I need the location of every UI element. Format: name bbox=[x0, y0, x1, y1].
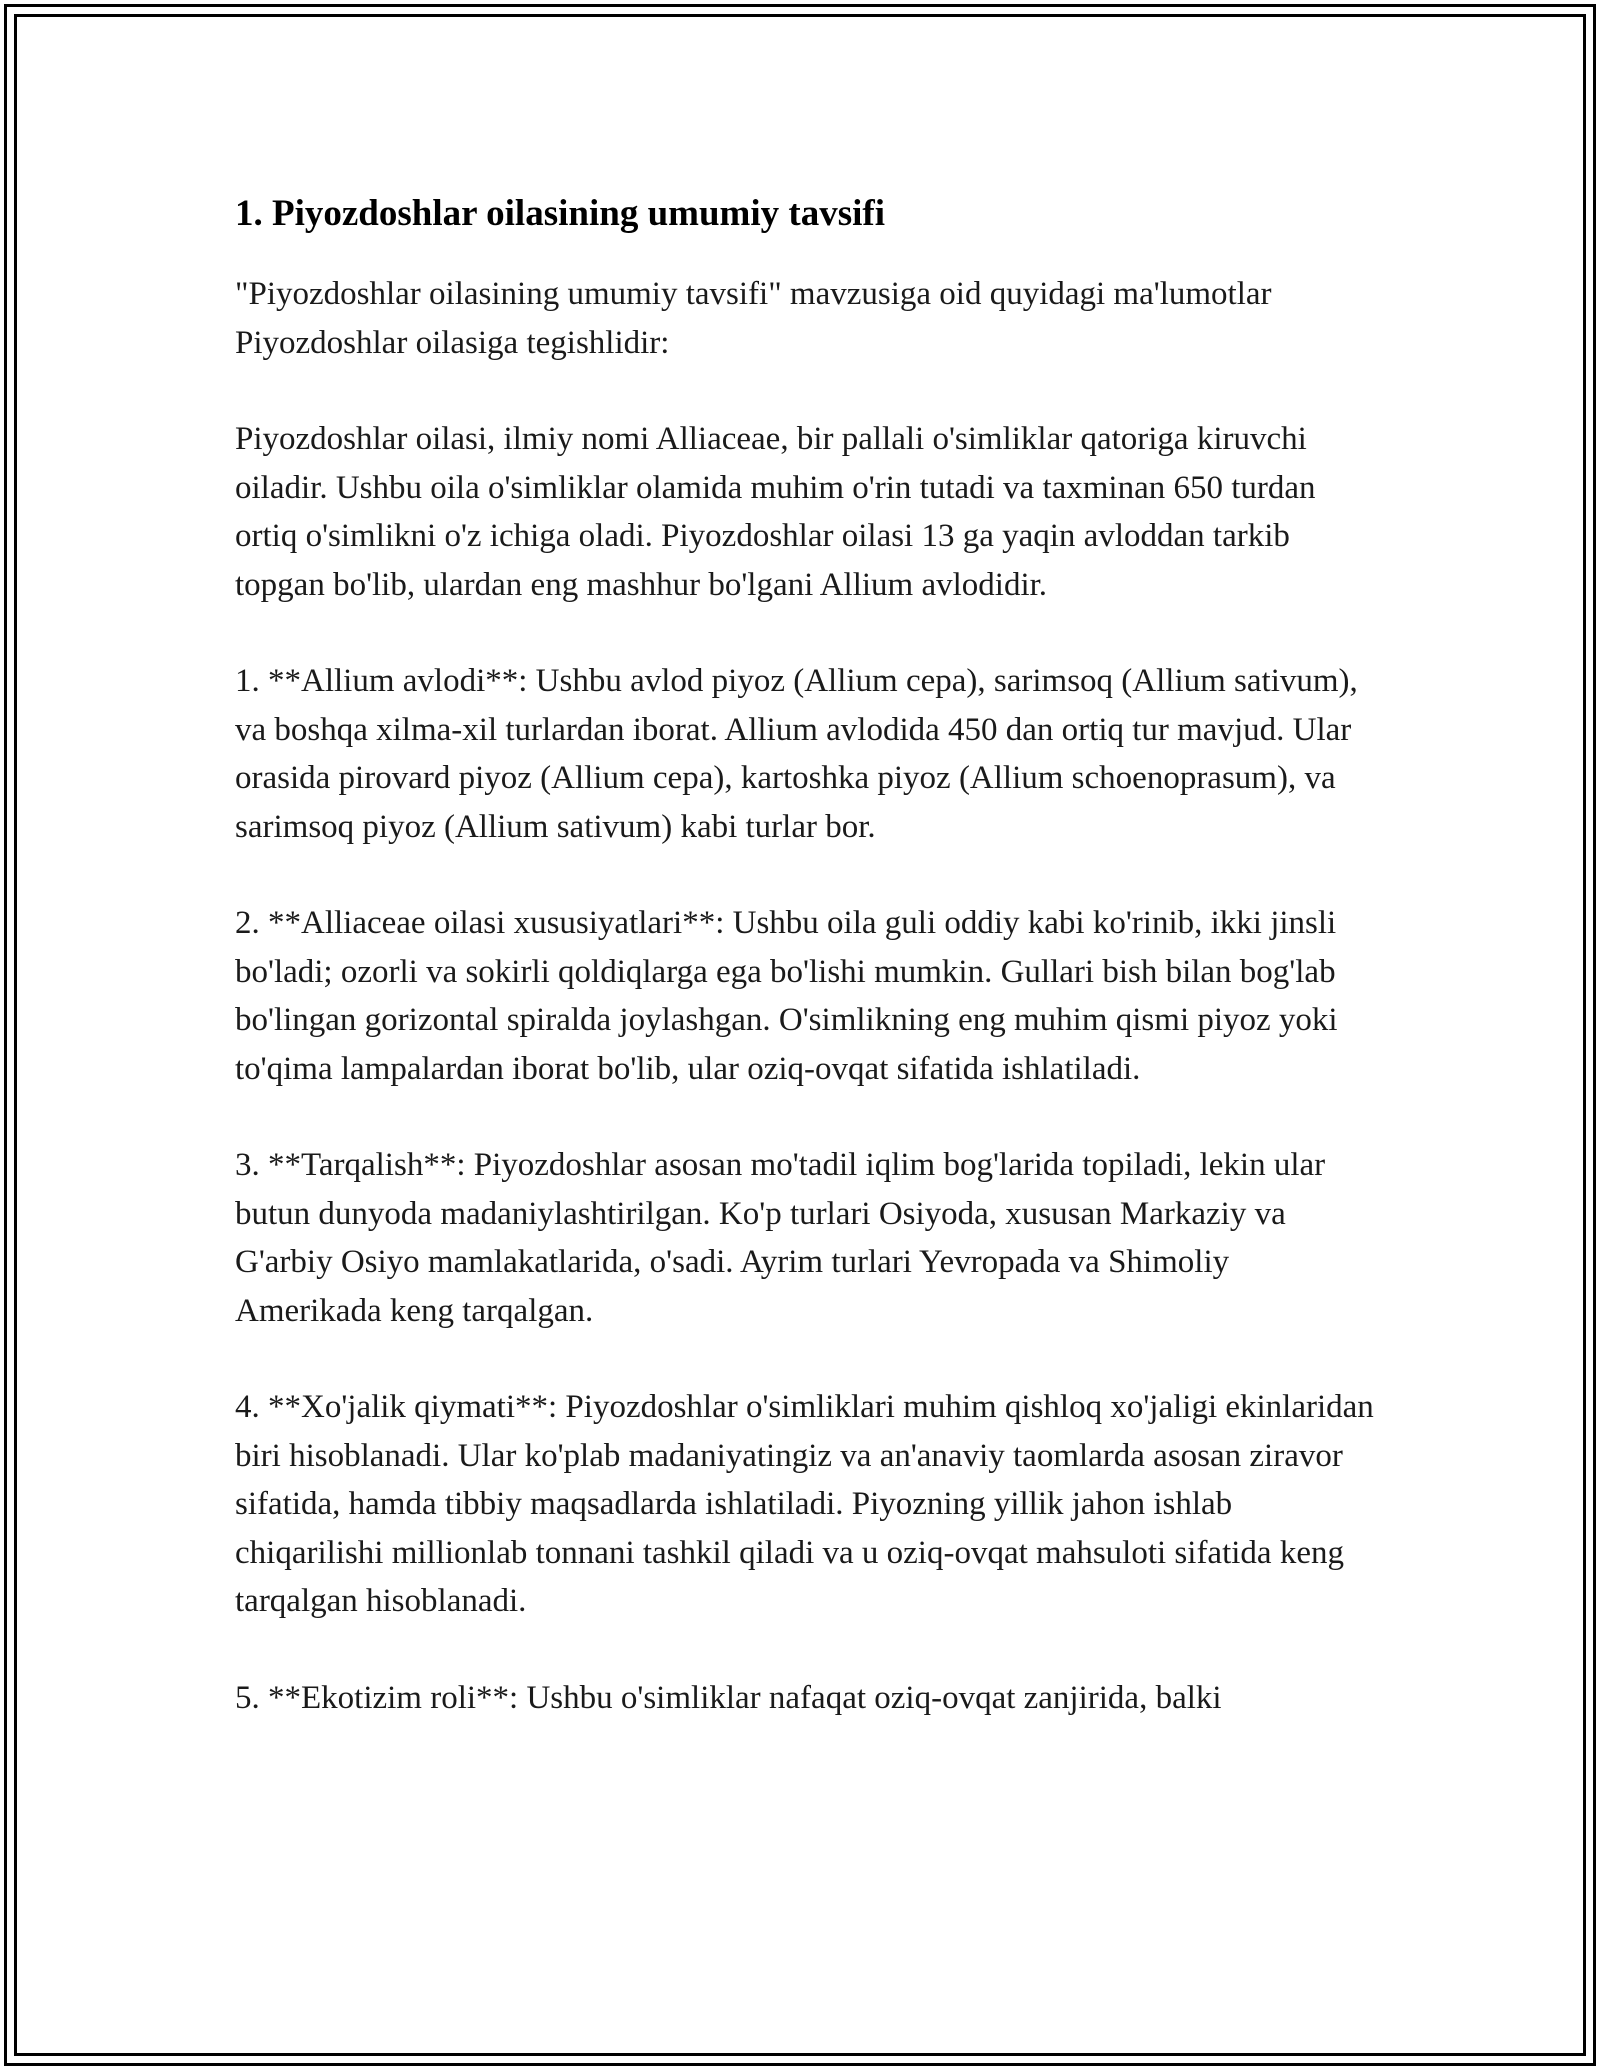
list-item-economic-value: 4. **Xo'jalik qiymati**: Piyozdoshlar o'simliklari muhim qishloq xo'jaligi ekinlaridan biri hisoblanadi. Ular ko'plab madaniyatingiz va an'anaviy taomlarda asosan ziravor sifatida, hamda tibbiy maqsadlarda ishlatiladi. Piyozning yillik jahon ishlab chiqarilishi millionlab tonnani tashkil qiladi va u oziq-ovqat mahsuloti sifatida keng tarqalgan hisoblanadi. bbox=[235, 1389, 1374, 1619]
list-item-family-features: 2. **Alliaceae oilasi xususiyatlari**: Ushbu oila guli oddiy kabi ko'rinib, ikki jinsli bo'ladi; ozorli va sokirli qoldiqlarga ega bo'lishi mumkin. Gullari bish bilan bog'lab bo'lingan gorizontal spiralda joylashgan. O'simlikning eng muhim qismi piyoz yoki to'qima lampalardan iborat bo'lib, ular oziq-ovqat sifatida ishlatiladi. bbox=[235, 905, 1338, 1087]
overview-paragraph: Piyozdoshlar oilasi, ilmiy nomi Alliaceae, bir pallali o'simliklar qatoriga kiruvchi oiladir. Ushbu oila o'simliklar olamida muhim o'rin tutadi va taxminan 650 turdan ortiq o'simlikni o'z ichiga oladi. Piyozdoshlar oilasi 13 ga yaqin avloddan tarkib topgan bo'lib, ulardan eng mashhur bo'lgani Allium avlodidir. bbox=[235, 421, 1316, 603]
list-item-allium-genus: 1. **Allium avlodi**: Ushbu avlod piyoz (Allium cepa), sarimsoq (Allium sativum), va boshqa xilma-xil turlardan iborat. Allium avlodida 450 dan ortiq tur mavjud. Ular orasida pirovard piyoz (Allium cepa), kartoshka piyoz (Allium schoenoprasum), va sarimsoq piyoz (Allium sativum) kabi turlar bor. bbox=[235, 663, 1358, 845]
intro-paragraph: "Piyozdoshlar oilasining umumiy tavsifi" mavzusiga oid quyidagi ma'lumotlar Piyozdoshlar oilasiga tegishlidir: bbox=[235, 276, 1272, 361]
list-item-distribution: 3. **Tarqalish**: Piyozdoshlar asosan mo'tadil iqlim bog'larida topiladi, lekin ular butun dunyoda madaniylashtirilgan. Ko'p turlari Osiyoda, xususan Markaziy va G'arbiy Osiyo mamlakatlarida, o'sadi. Ayrim turlari Yevropada va Shimoliy Amerikada keng tarqalgan. bbox=[235, 1147, 1326, 1329]
list-item-ecosystem-role: 5. **Ekotizim roli**: Ushbu o'simliklar nafaqat oziq-ovqat zanjirida, balki bbox=[235, 1679, 1222, 1716]
section-heading: 1. Piyozdoshlar oilasining umumiy tavsifi bbox=[235, 193, 885, 234]
document-body bbox=[235, 188, 1375, 1722]
